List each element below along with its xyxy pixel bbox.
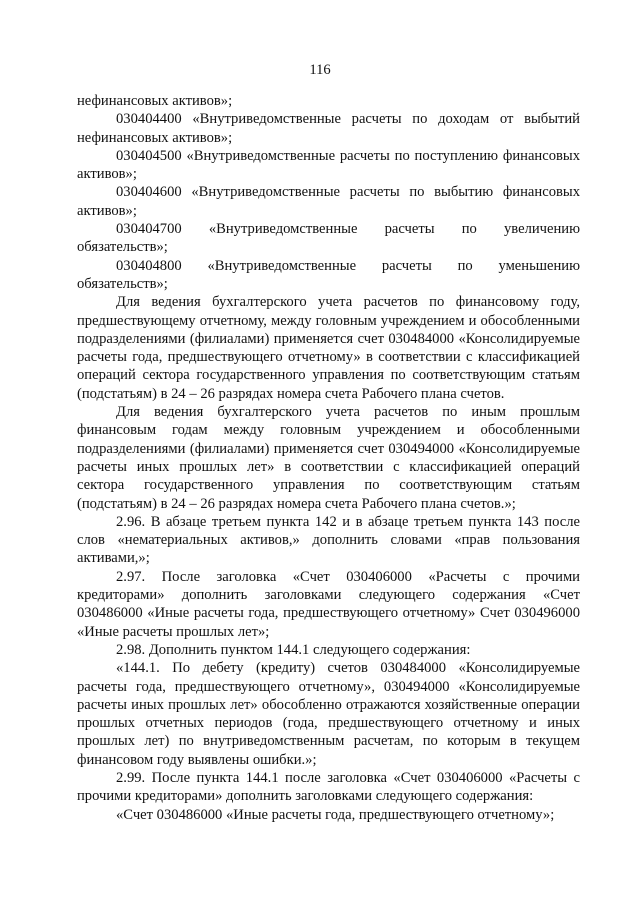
paragraph: 030404500 «Внутриведомственные расчеты по поступлению финансовых активов»; bbox=[77, 147, 580, 183]
paragraph: нефинансовых активов»; bbox=[77, 93, 233, 109]
paragraph: 030404700 «Внутриведомственные расчеты по увеличению обязательств»; bbox=[77, 221, 580, 256]
document-body bbox=[77, 92, 580, 824]
page-number: 116 bbox=[309, 62, 331, 78]
paragraph: 2.98. Дополнить пунктом 144.1 следующего содержания: bbox=[116, 641, 471, 658]
paragraph: «144.1. По дебету (кредиту) счетов 030484000 «Консолидируемые расчеты года, предшествующего отчетному», 030494000 «Консолидируемые расчеты иных прошлых лет» обособленно отражаются хозяйственные операции прошлых отчетных периодов (года, предшествующего отчетному и иных прошлых лет) по внутриведомственным расчетам, по которым в текущем финансовом году выявлены ошибки.»; bbox=[77, 660, 580, 768]
paragraph: 2.96. В абзаце третьем пункта 142 и в абзаце третьем пункта 143 после слов «нематериальных активов,» дополнить словами «прав пользования активами,»; bbox=[77, 513, 580, 567]
paragraph: 030404800 «Внутриведомственные расчеты по уменьшению обязательств»; bbox=[77, 257, 580, 292]
paragraph: 2.99. После пункта 144.1 после заголовка «Счет 030406000 «Расчеты с прочими кредиторами» дополнить заголовками следующего содержания: bbox=[77, 769, 580, 805]
paragraph: Для ведения бухгалтерского учета расчетов по иным прошлым финансовым годам между головным учреждением и обособленными подразделениями (филиалами) применяется счет 030494000 «Консолидируемые расчеты иных прошлых лет» в соответствии с классификацией операций сектора государственного управления по соответствующим статьям (подстатьям) в 24 – 26 разрядах номера счета Рабочего плана счетов.»; bbox=[77, 404, 580, 512]
paragraph: 2.97. После заголовка «Счет 030406000 «Расчеты с прочими кредиторами» дополнить заголовками следующего содержания «Счет 030486000 «Иные расчеты года, предшествующего отчетному» Счет 030496000 «Иные расчеты прошлых лет»; bbox=[77, 568, 580, 640]
paragraph: «Счет 030486000 «Иные расчеты года, предшествующего отчетному»; bbox=[116, 806, 555, 823]
paragraph: 030404400 «Внутриведомственные расчеты по доходам от выбытий нефинансовых активов»; bbox=[77, 111, 580, 146]
paragraph: Для ведения бухгалтерского учета расчетов по финансовому году, предшествующему отчетному, между головным учреждением и обособленными подразделениями (филиалами) применяется счет 030484000 «Консолидируемые расчеты года, предшествующего отчетному» в соответствии с классификацией операций сектора государственного управления по соответствующим статьям (подстатьям) в 24 – 26 разрядах номера счета Рабочего плана счетов. bbox=[77, 294, 580, 402]
paragraph: 030404600 «Внутриведомственные расчеты по выбытию финансовых активов»; bbox=[77, 184, 580, 219]
